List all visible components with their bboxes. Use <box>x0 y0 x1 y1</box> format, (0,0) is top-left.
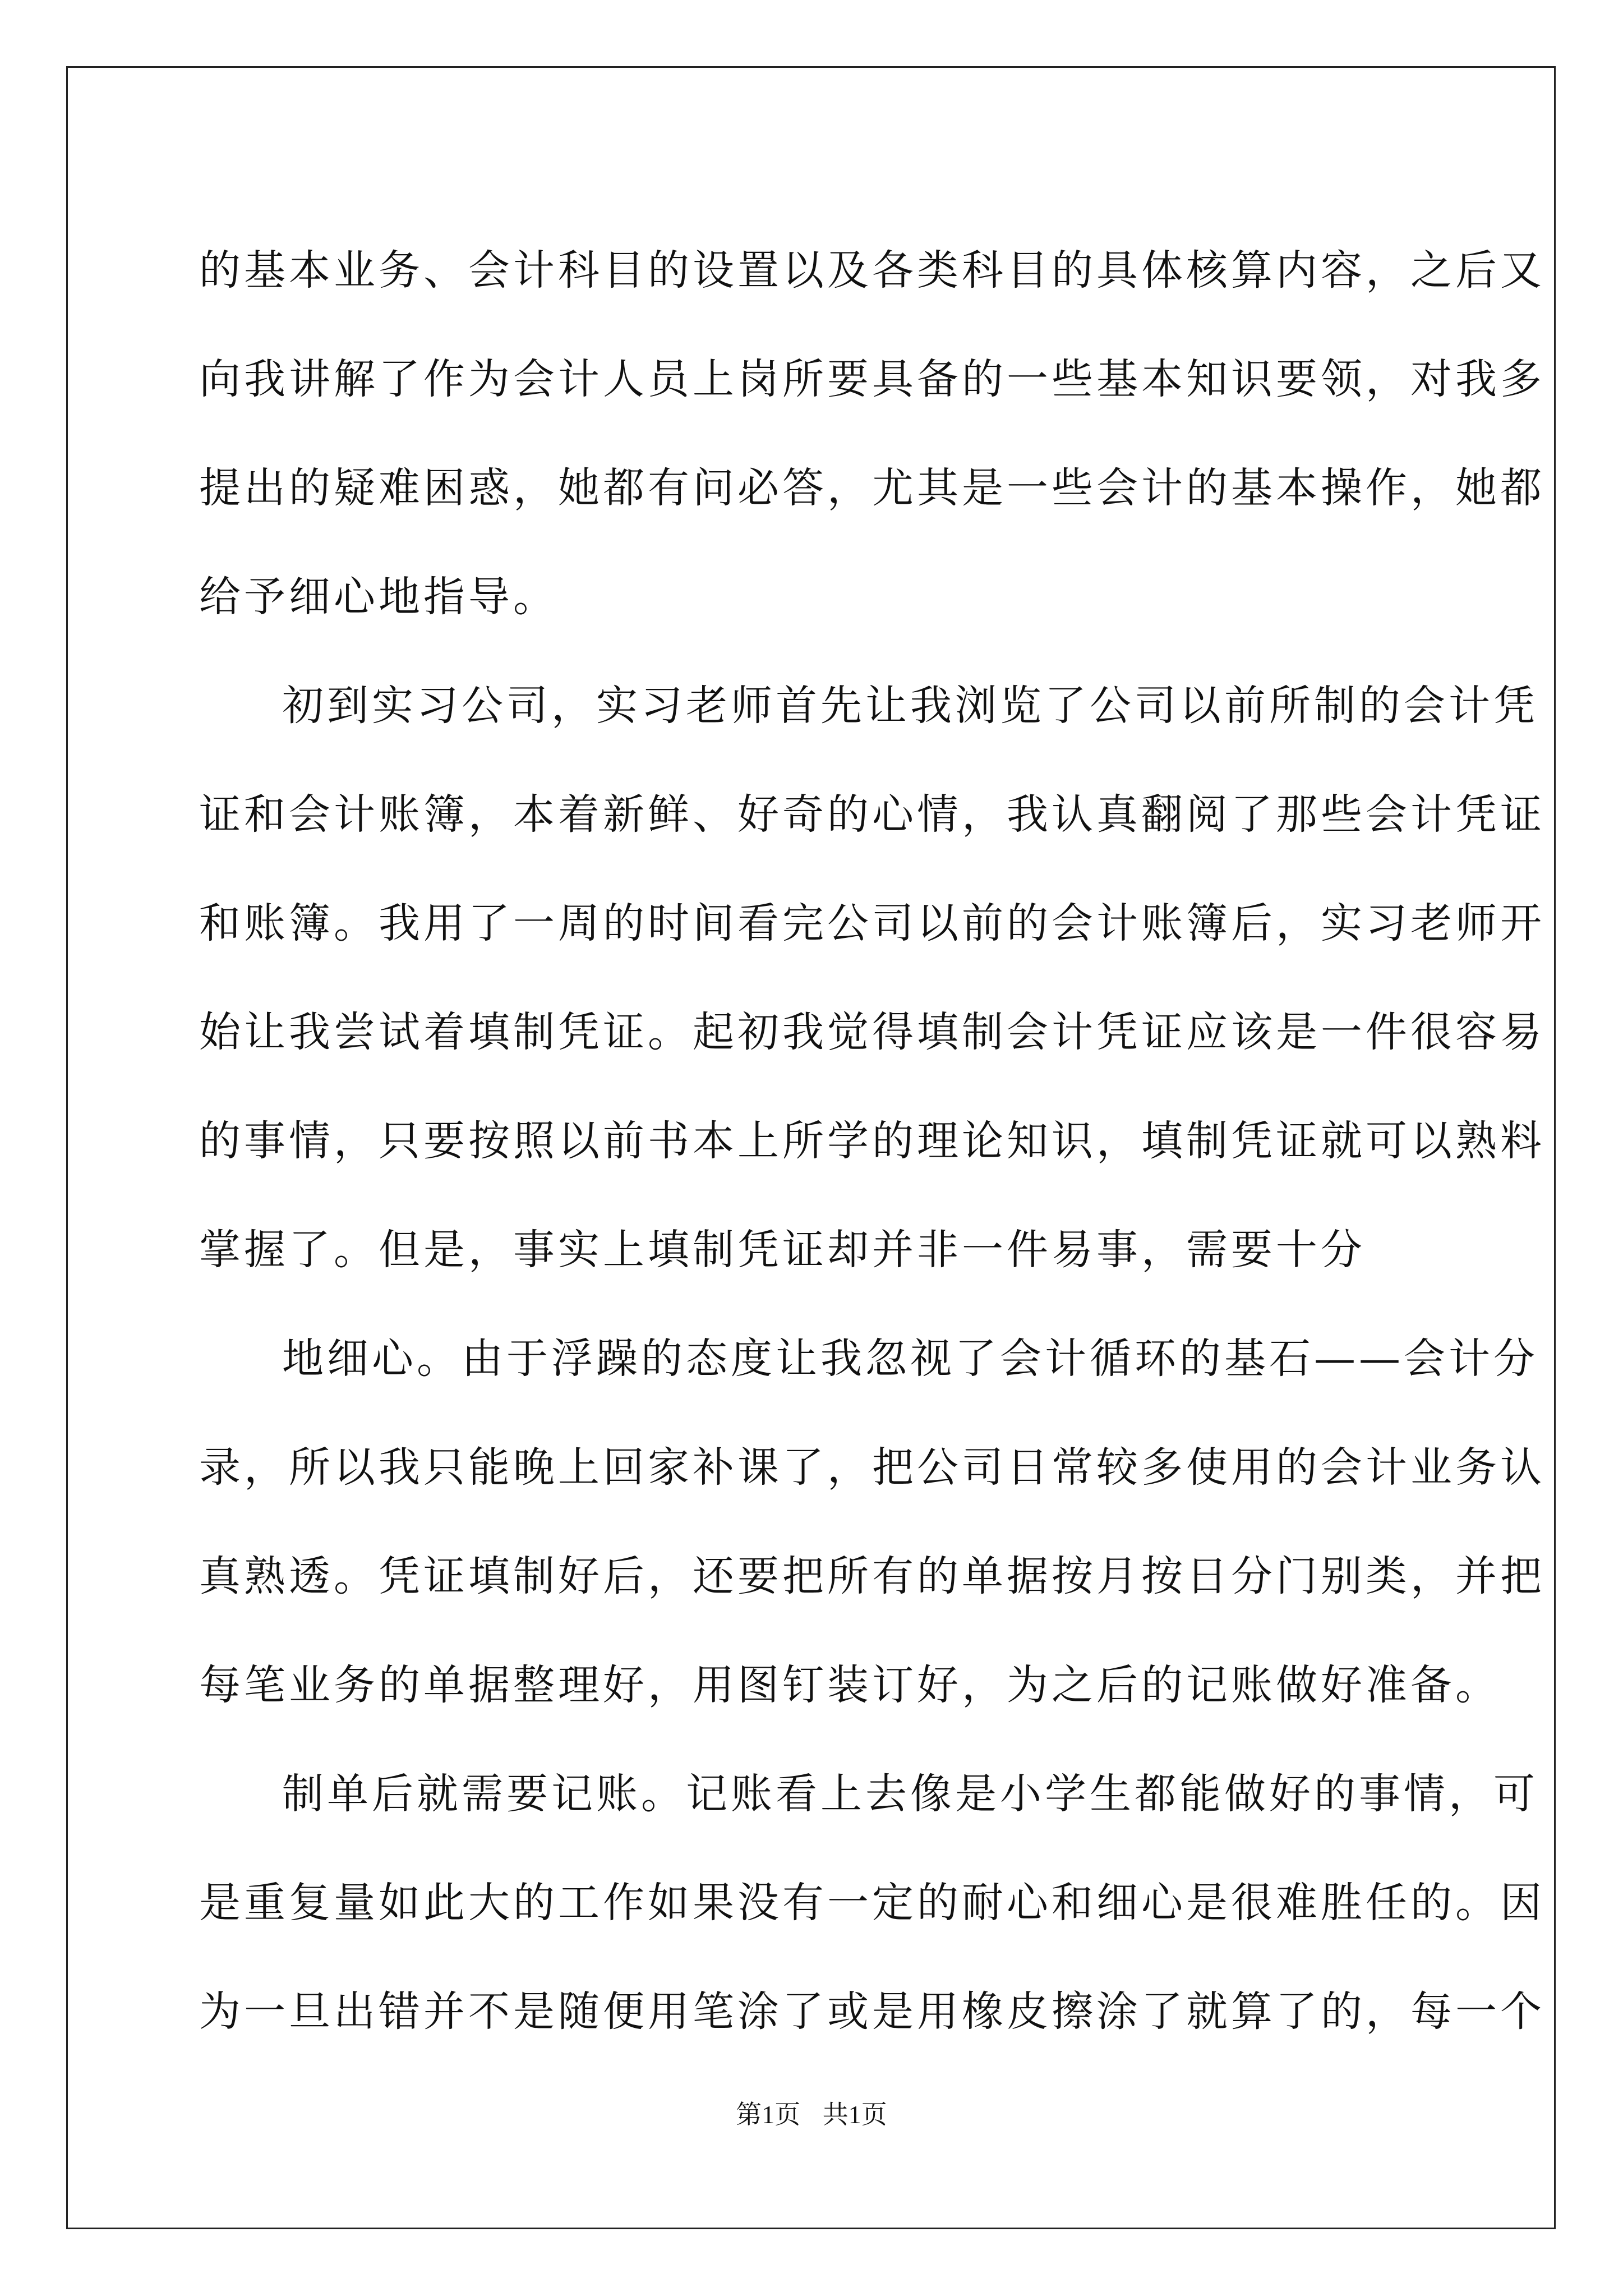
text-line: 的事情，只要按照以前书本上所学的理论知识，填制凭证就可以熟料 <box>199 1117 1545 1165</box>
text-line: 初到实习公司，实习老师首先让我浏览了公司以前所制的会计凭 <box>282 682 1538 730</box>
text-line: 给予细心地指导。 <box>199 573 558 621</box>
text-line: 是重复量如此大的工作如果没有一定的耐心和细心是很难胜任的。因 <box>199 1879 1545 1927</box>
text-line: 提出的疑难困惑，她都有问必答，尤其是一些会计的基本操作，她都 <box>199 464 1545 512</box>
document-body <box>199 216 1545 2066</box>
text-line: 向我讲解了作为会计人员上岗所要具备的一些基本知识要领，对我多 <box>199 355 1545 403</box>
text-line: 制单后就需要记账。记账看上去像是小学生都能做好的事情，可 <box>282 1770 1538 1818</box>
page-number: 第1页 <box>736 2100 801 2129</box>
page-total: 共1页 <box>822 2100 887 2129</box>
text-line: 真熟透。凭证填制好后，还要把所有的单据按月按日分门别类，并把 <box>199 1552 1545 1600</box>
text-line: 和账簿。我用了一周的时间看完公司以前的会计账簿后，实习老师开 <box>199 899 1545 947</box>
text-line: 始让我尝试着填制凭证。起初我觉得填制会计凭证应该是一件很容易 <box>199 1008 1545 1056</box>
text-line: 地细心。由于浮躁的态度让我忽视了会计循环的基石——会计分 <box>282 1335 1538 1383</box>
text-line: 掌握了。但是，事实上填制凭证却并非一件易事，需要十分 <box>199 1226 1366 1274</box>
text-line: 证和会计账簿，本着新鲜、好奇的心情，我认真翻阅了那些会计凭证 <box>199 790 1545 839</box>
text-line: 录，所以我只能晚上回家补课了，把公司日常较多使用的会计业务认 <box>199 1443 1545 1492</box>
text-line: 为一旦出错并不是随便用笔涂了或是用橡皮擦涂了就算了的，每一个 <box>199 1987 1545 2036</box>
text-line: 每笔业务的单据整理好，用图钉装订好，为之后的记账做好准备。 <box>199 1661 1500 1709</box>
text-line: 的基本业务、会计科目的设置以及各类科目的具体核算内容，之后又 <box>199 246 1545 295</box>
page-footer <box>0 2098 1623 2132</box>
